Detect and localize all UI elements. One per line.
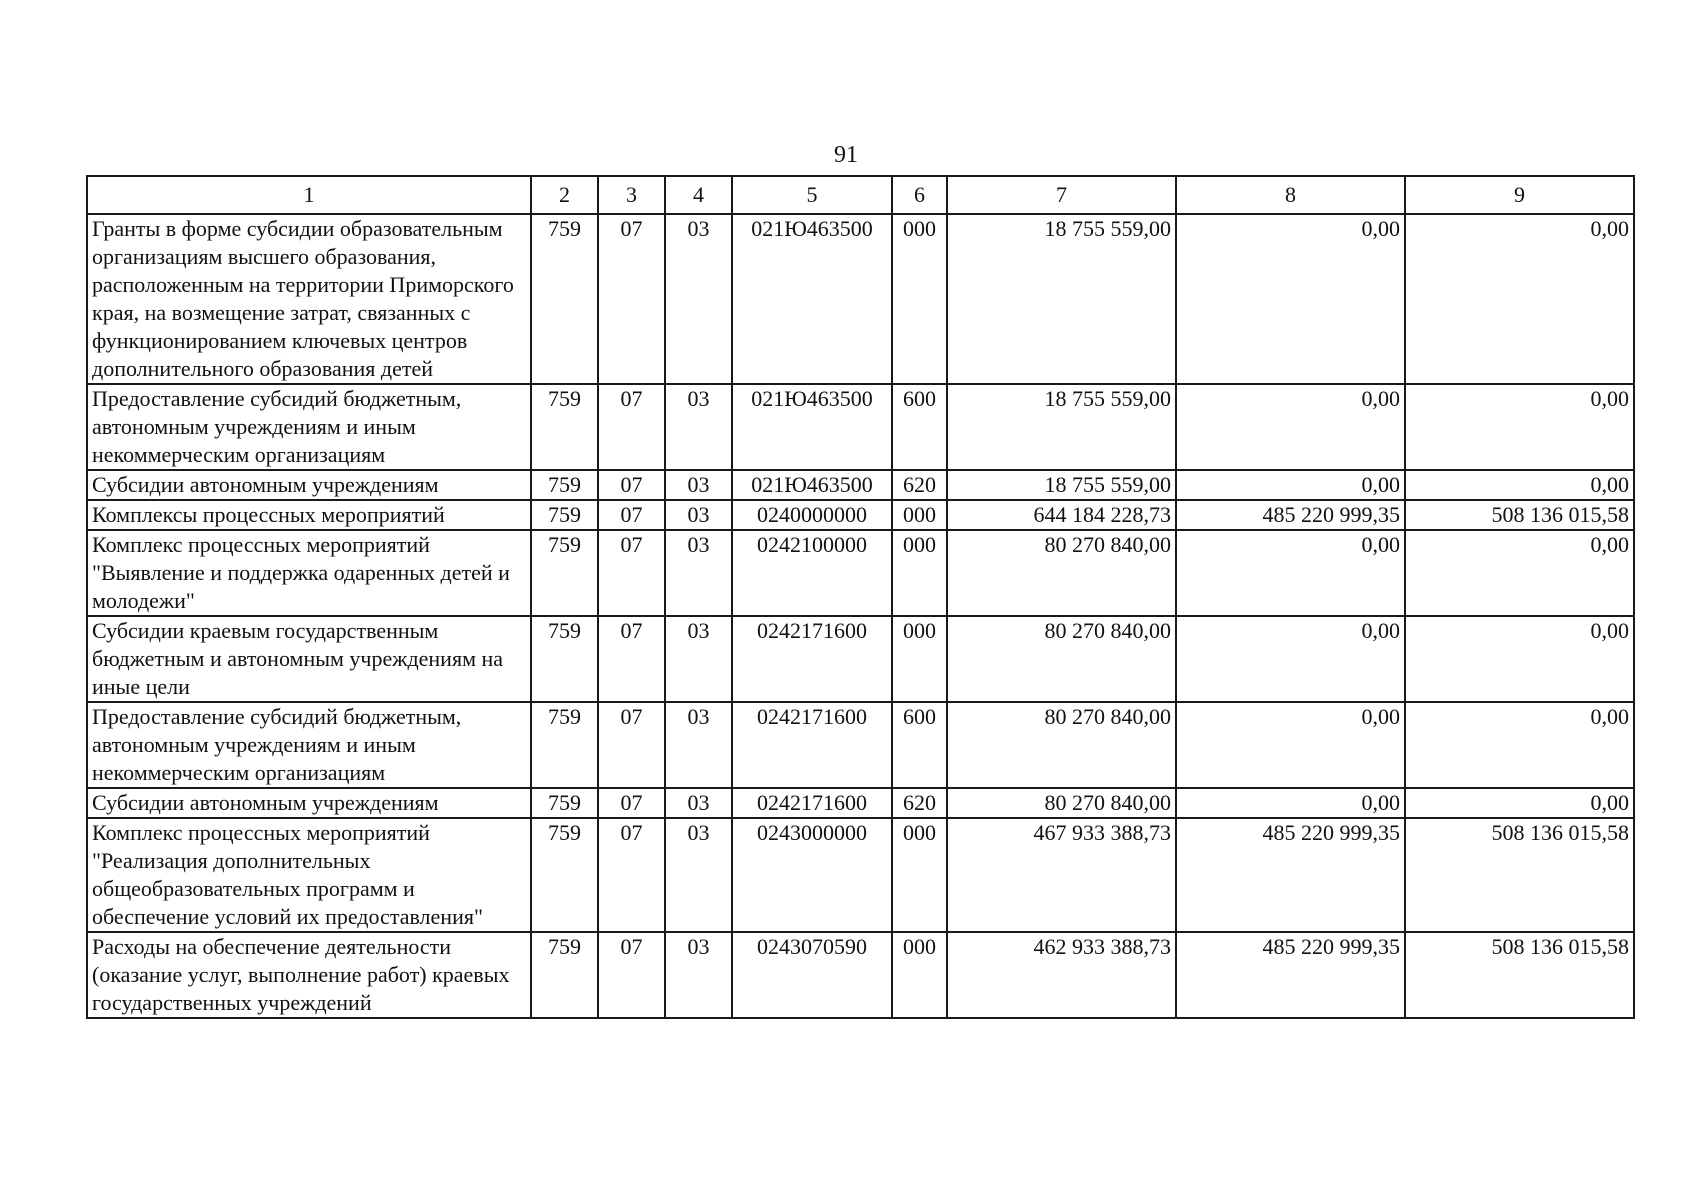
header-cell: 6 xyxy=(892,176,947,214)
header-cell: 7 xyxy=(947,176,1176,214)
row-code-subsection: 03 xyxy=(665,214,732,384)
row-code-expense-type: 000 xyxy=(892,818,947,932)
row-code-subsection: 03 xyxy=(665,530,732,616)
row-amount-8: 0,00 xyxy=(1176,470,1405,500)
table-row xyxy=(87,214,1634,384)
row-code-admin: 759 xyxy=(531,702,598,788)
row-code-expense-type: 000 xyxy=(892,530,947,616)
row-code-subsection: 03 xyxy=(665,470,732,500)
row-name: Комплексы процессных мероприятий xyxy=(87,500,531,530)
row-amount-8: 485 220 999,35 xyxy=(1176,500,1405,530)
row-amount-7: 80 270 840,00 xyxy=(947,616,1176,702)
header-cell: 1 xyxy=(87,176,531,214)
row-code-target: 021Ю463500 xyxy=(732,384,892,470)
row-code-admin: 759 xyxy=(531,470,598,500)
row-code-expense-type: 000 xyxy=(892,932,947,1018)
table-row xyxy=(87,470,1634,500)
row-code-target: 021Ю463500 xyxy=(732,214,892,384)
row-amount-7: 80 270 840,00 xyxy=(947,702,1176,788)
table-row xyxy=(87,530,1634,616)
row-code-expense-type: 600 xyxy=(892,702,947,788)
row-code-expense-type: 600 xyxy=(892,384,947,470)
row-amount-9: 508 136 015,58 xyxy=(1405,932,1634,1018)
row-code-target: 0243000000 xyxy=(732,818,892,932)
row-code-admin: 759 xyxy=(531,932,598,1018)
table-body xyxy=(87,214,1634,1018)
row-amount-7: 644 184 228,73 xyxy=(947,500,1176,530)
row-code-section: 07 xyxy=(598,616,665,702)
row-code-section: 07 xyxy=(598,530,665,616)
row-code-admin: 759 xyxy=(531,530,598,616)
row-code-subsection: 03 xyxy=(665,500,732,530)
row-name: Комплекс процессных мероприятий "Выявление и поддержка одаренных детей и молодежи" xyxy=(87,530,531,616)
row-code-section: 07 xyxy=(598,500,665,530)
row-amount-8: 0,00 xyxy=(1176,530,1405,616)
table-row xyxy=(87,616,1634,702)
header-cell: 5 xyxy=(732,176,892,214)
row-code-target: 0242171600 xyxy=(732,788,892,818)
row-amount-7: 462 933 388,73 xyxy=(947,932,1176,1018)
page-number: 91 xyxy=(834,142,858,168)
row-code-expense-type: 620 xyxy=(892,470,947,500)
row-name: Расходы на обеспечение деятельности (оказание услуг, выполнение работ) краевых государственных учреждений xyxy=(87,932,531,1018)
row-amount-9: 0,00 xyxy=(1405,702,1634,788)
row-code-target: 0243070590 xyxy=(732,932,892,1018)
row-code-target: 0240000000 xyxy=(732,500,892,530)
row-code-target: 0242171600 xyxy=(732,616,892,702)
table-header xyxy=(87,176,1634,214)
row-code-target: 0242100000 xyxy=(732,530,892,616)
row-amount-9: 0,00 xyxy=(1405,788,1634,818)
header-cell: 3 xyxy=(598,176,665,214)
row-amount-7: 18 755 559,00 xyxy=(947,214,1176,384)
row-name: Предоставление субсидий бюджетным, автономным учреждениям и иным некоммерческим организациям xyxy=(87,384,531,470)
row-code-subsection: 03 xyxy=(665,818,732,932)
row-code-section: 07 xyxy=(598,214,665,384)
row-name: Предоставление субсидий бюджетным, автономным учреждениям и иным некоммерческим организациям xyxy=(87,702,531,788)
row-code-section: 07 xyxy=(598,818,665,932)
row-code-subsection: 03 xyxy=(665,788,732,818)
row-code-target: 021Ю463500 xyxy=(732,470,892,500)
row-code-admin: 759 xyxy=(531,384,598,470)
row-amount-7: 80 270 840,00 xyxy=(947,788,1176,818)
row-amount-8: 0,00 xyxy=(1176,702,1405,788)
row-code-subsection: 03 xyxy=(665,932,732,1018)
row-amount-8: 485 220 999,35 xyxy=(1176,932,1405,1018)
row-amount-8: 0,00 xyxy=(1176,788,1405,818)
header-cell: 2 xyxy=(531,176,598,214)
header-cell: 9 xyxy=(1405,176,1634,214)
row-code-expense-type: 000 xyxy=(892,616,947,702)
row-name: Субсидии автономным учреждениям xyxy=(87,788,531,818)
row-name: Субсидии автономным учреждениям xyxy=(87,470,531,500)
row-amount-9: 0,00 xyxy=(1405,470,1634,500)
row-amount-9: 508 136 015,58 xyxy=(1405,818,1634,932)
row-amount-7: 18 755 559,00 xyxy=(947,384,1176,470)
row-code-section: 07 xyxy=(598,470,665,500)
row-amount-9: 0,00 xyxy=(1405,214,1634,384)
header-cell: 8 xyxy=(1176,176,1405,214)
row-code-section: 07 xyxy=(598,932,665,1018)
table-row xyxy=(87,384,1634,470)
row-code-section: 07 xyxy=(598,788,665,818)
row-code-subsection: 03 xyxy=(665,616,732,702)
row-code-admin: 759 xyxy=(531,500,598,530)
row-amount-9: 0,00 xyxy=(1405,384,1634,470)
row-code-expense-type: 000 xyxy=(892,500,947,530)
table-row xyxy=(87,500,1634,530)
row-code-subsection: 03 xyxy=(665,702,732,788)
row-amount-9: 508 136 015,58 xyxy=(1405,500,1634,530)
row-amount-8: 0,00 xyxy=(1176,384,1405,470)
row-amount-8: 0,00 xyxy=(1176,616,1405,702)
row-code-admin: 759 xyxy=(531,788,598,818)
table-row xyxy=(87,932,1634,1018)
table-row xyxy=(87,818,1634,932)
row-name: Гранты в форме субсидии образовательным организациям высшего образования, расположенным на территории Приморского края, на возмещение затрат, связанных с функционированием ключевых центров дополнительного образования детей xyxy=(87,214,531,384)
row-amount-9: 0,00 xyxy=(1405,530,1634,616)
table-row xyxy=(87,702,1634,788)
row-amount-7: 18 755 559,00 xyxy=(947,470,1176,500)
row-amount-8: 0,00 xyxy=(1176,214,1405,384)
row-code-admin: 759 xyxy=(531,818,598,932)
row-name: Комплекс процессных мероприятий "Реализация дополнительных общеобразовательных программ и обеспечение условий их предоставления" xyxy=(87,818,531,932)
row-amount-9: 0,00 xyxy=(1405,616,1634,702)
row-amount-8: 485 220 999,35 xyxy=(1176,818,1405,932)
row-code-target: 0242171600 xyxy=(732,702,892,788)
row-amount-7: 80 270 840,00 xyxy=(947,530,1176,616)
row-code-subsection: 03 xyxy=(665,384,732,470)
row-code-expense-type: 620 xyxy=(892,788,947,818)
row-code-expense-type: 000 xyxy=(892,214,947,384)
table-row xyxy=(87,788,1634,818)
row-amount-7: 467 933 388,73 xyxy=(947,818,1176,932)
row-code-section: 07 xyxy=(598,384,665,470)
header-row xyxy=(87,176,1634,214)
row-code-section: 07 xyxy=(598,702,665,788)
row-code-admin: 759 xyxy=(531,214,598,384)
budget-table xyxy=(86,175,1635,1019)
header-cell: 4 xyxy=(665,176,732,214)
row-name: Субсидии краевым государственным бюджетным и автономным учреждениям на иные цели xyxy=(87,616,531,702)
row-code-admin: 759 xyxy=(531,616,598,702)
